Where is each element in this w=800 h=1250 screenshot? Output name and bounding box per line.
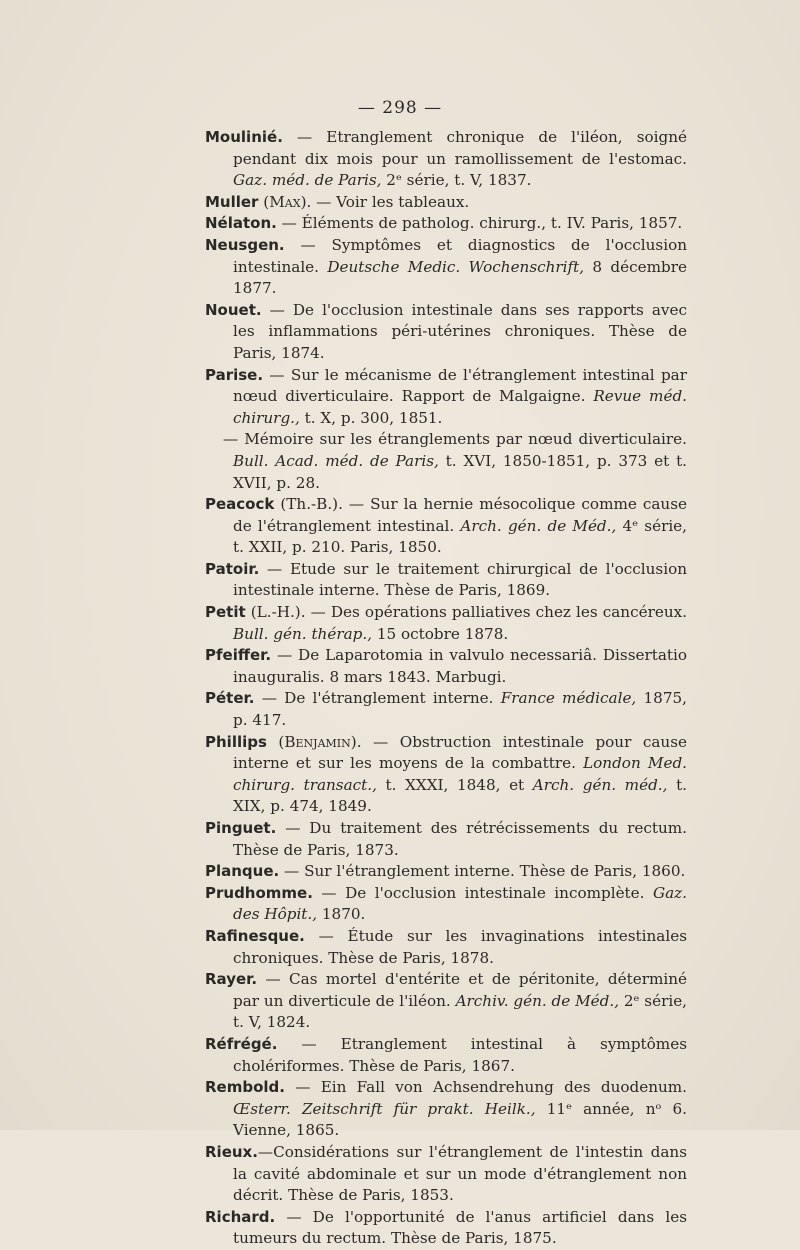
bib-entry-neusgen <box>205 235 687 300</box>
bibliography-list <box>205 127 687 1250</box>
entry-text: t. XIX, p. 474, 1849. <box>233 775 687 816</box>
entry-text: 8 décembre 1877. <box>233 257 687 298</box>
author-name: Petit <box>205 603 246 622</box>
author-name: Richard. <box>205 1207 276 1226</box>
entry-text: — Du traitement des rétrécissements du rectum. Thèse de Paris, 1873. <box>233 819 687 859</box>
page-number: — 298 — <box>357 98 443 118</box>
entry-text: 2ᵉ série, t. V, 1824. <box>233 991 688 1032</box>
author-name: Nouet. <box>205 300 262 319</box>
entry-text: — Etude sur le traitement chirurgical de l'occlusion intestinale interne. Thèse de Paris, 1869. <box>233 559 687 600</box>
entry-text: — De l'opportunité de l'anus artificiel dans les tumeurs du rectum. Thèse de Paris, 1875. <box>233 1207 687 1248</box>
entry-text: — Étude sur les invaginations intestinales chroniques. Thèse de Paris, 1878. <box>233 926 687 967</box>
bib-entry-peter <box>205 688 687 731</box>
journal-title: Deutsche Medic. Wochenschrift, <box>327 257 585 276</box>
author-name: Péter. <box>205 689 255 708</box>
author-name: Patoir. <box>205 559 260 578</box>
author-name: Nélaton. <box>205 214 277 233</box>
entry-text: — Etranglement chronique de l'iléon, soigné pendant dix mois pour un ramollissement de l'estomac. <box>233 128 688 168</box>
journal-title: Arch. gén. méd., <box>532 775 668 794</box>
journal-title: Gaz. méd. de Paris, <box>233 171 382 190</box>
journal-title: Arch. gén. de Méd., <box>460 516 617 535</box>
entry-text: —Considérations sur l'étranglement de l'intestin dans la cavité abdominale et sur un mode d'étranglement non décrit. Thèse de Paris, 1853. <box>233 1142 687 1205</box>
entry-text: — Ein Fall von Achsendrehung des duodenum. <box>284 1078 687 1097</box>
entry-text: (L.-H.). — Des opérations palliatives chez les cancéreux. <box>245 603 687 622</box>
entry-text: ). — Voir les tableaux. <box>300 192 470 211</box>
bib-entry-moulinie <box>205 127 687 192</box>
entry-text: t. X, p. 300, 1851. <box>299 408 443 427</box>
bib-entry-richard <box>205 1207 687 1250</box>
journal-title: Gaz. des Hôpit., <box>233 883 687 924</box>
entry-text: 4ᵉ série, t. XXII, p. 210. Paris, 1850. <box>233 516 687 557</box>
entry-text: ( <box>266 732 285 751</box>
journal-title: France médicale, <box>500 689 637 708</box>
bib-entry-peacock <box>205 494 687 559</box>
journal-title: Bull. gén. thérap., <box>233 624 373 643</box>
author-name: Rieux. <box>205 1142 258 1161</box>
entry-text: 1875, p. 417. <box>233 689 687 730</box>
author-name: Neusgen. <box>205 235 285 254</box>
author-name: Phillips <box>205 732 267 751</box>
entry-text: 2ᵉ série, t. V, 1837. <box>381 171 532 190</box>
bib-entry-muller <box>205 192 687 214</box>
journal-title: Bull. Acad. méd. de Paris, <box>233 451 439 470</box>
author-name: Pfeiffer. <box>205 646 272 665</box>
author-name: Moulinié. <box>205 128 283 146</box>
bib-entry-nouet <box>205 300 687 365</box>
entry-text: — De Laparotomia in valvulo necessariâ. Dissertatio inauguralis. 8 mars 1843. Marbugi. <box>233 646 687 686</box>
entry-text: 15 octobre 1878. <box>372 624 509 643</box>
entry-text: t. XVI, 1850-1851, p. 373 et t. XVII, p. 28. <box>233 451 688 492</box>
bib-entry-nelaton <box>205 213 687 235</box>
entry-text: — De l'occlusion intestinale incomplète. <box>312 883 653 902</box>
bib-entry-prudhomme <box>205 883 687 926</box>
bib-entry-rembold <box>205 1077 687 1142</box>
bib-entry-petit <box>205 602 687 645</box>
entry-text: — De l'étranglement interne. <box>254 689 501 708</box>
bib-entry-parise <box>205 365 687 430</box>
bib-entry-rayer <box>205 969 687 1034</box>
author-firstname: Max <box>269 192 301 211</box>
bib-entry-pinguet <box>205 818 687 861</box>
entry-text: t. XXXI, 1848, et <box>376 775 533 794</box>
entry-text: — De l'occlusion intestinale dans ses rapports avec les inflammations péri-utérines chroniques. Thèse de Paris, 1874. <box>233 300 687 362</box>
entry-text: — Éléments de patholog. chirurg., t. IV. Paris, 1857. <box>276 214 683 233</box>
author-name: Parise. <box>205 365 264 384</box>
entry-text: — Symptômes et diagnostics de l'occlusion intestinale. <box>233 235 687 276</box>
bib-entry-parise-2 <box>205 429 687 494</box>
entry-text: ). — Obstruction intestinale pour cause interne et sur les moyens de la combattre. <box>233 732 687 773</box>
bib-entry-planque <box>205 861 687 883</box>
bib-entry-rieux <box>205 1142 687 1207</box>
entry-text: — Etranglement intestinal à symptômes cholériformes. Thèse de Paris, 1867. <box>233 1034 687 1075</box>
author-name: Prudhomme. <box>205 883 313 902</box>
entry-text: ( <box>258 192 270 211</box>
author-name: Réfrégé. <box>205 1034 278 1053</box>
bib-entry-patoir <box>205 559 687 602</box>
entry-text: — Cas mortel d'entérite et de péritonite, déterminé par un diverticule de l'iléon. <box>233 970 687 1010</box>
journal-title: Archiv. gén. de Méd., <box>455 991 620 1010</box>
entry-text: (Th.-B.). — Sur la hernie mésocolique comme cause de l'étranglement intestinal. <box>233 495 687 535</box>
author-name: Peacock <box>205 495 275 514</box>
bib-entry-phillips <box>205 732 687 818</box>
entry-text: — Sur le mécanisme de l'étranglement intestinal par nœud diverticulaire. Rapport de Malgaigne. <box>233 365 687 406</box>
author-firstname: Benjamin <box>284 732 351 751</box>
entry-text: 11ᵉ année, nᵒ 6. Vienne, 1865. <box>233 1099 687 1140</box>
journal-title: Œsterr. Zeitschrift für prakt. Heilk., <box>233 1099 536 1118</box>
author-name: Pinguet. <box>205 819 277 837</box>
entry-text: — Mémoire sur les étranglements par nœud diverticulaire. <box>223 430 687 449</box>
entry-text: — Sur l'étranglement interne. Thèse de Paris, 1860. <box>279 862 686 881</box>
journal-title: London Med. chirurg. transact., <box>233 754 687 794</box>
author-name: Planque. <box>205 862 280 881</box>
bib-entry-pfeiffer <box>205 645 687 688</box>
author-name: Rembold. <box>205 1078 285 1097</box>
bib-entry-refrege <box>205 1034 687 1077</box>
entry-text: 1870. <box>317 905 366 924</box>
bib-entry-rafinesque <box>205 926 687 969</box>
author-name: Rayer. <box>205 970 258 989</box>
author-name: Muller <box>205 192 259 211</box>
journal-title: Revue méd. chirurg., <box>233 387 687 427</box>
author-name: Rafinesque. <box>205 926 305 945</box>
